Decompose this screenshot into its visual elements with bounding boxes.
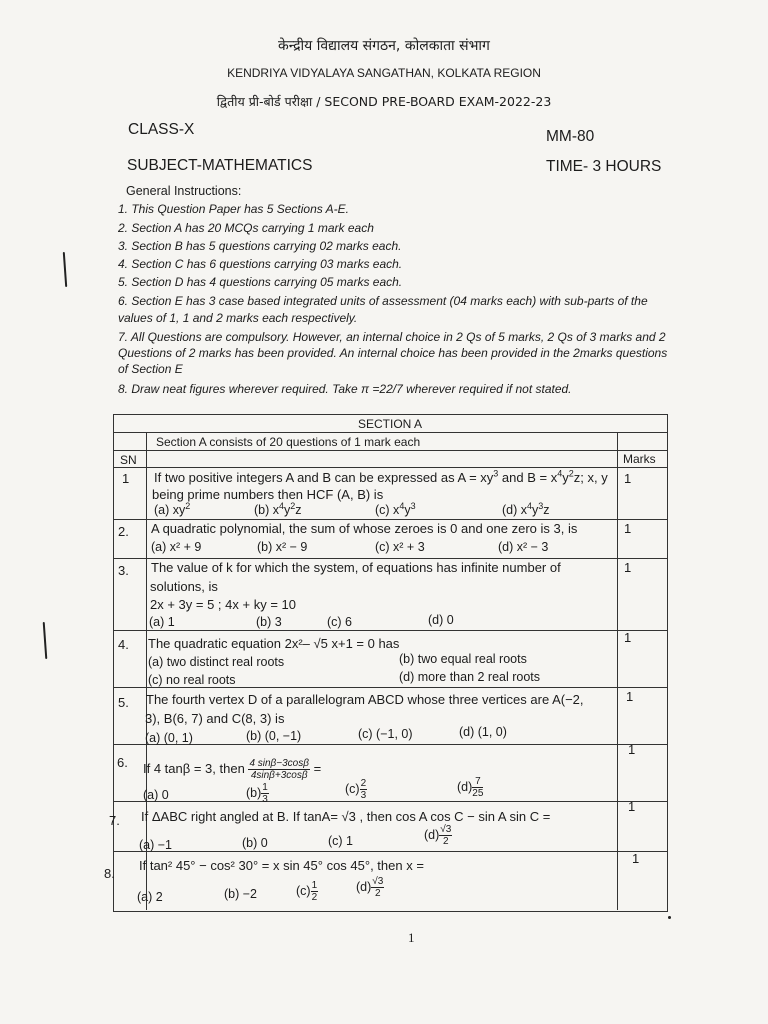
question-text: The quadratic equation 2x²– √5 x+1 = 0 has (148, 636, 400, 651)
option-d: (d) $\frac{√3}{2}$ (424, 824, 452, 847)
org-title: KENDRIYA VIDYALAYA SANGATHAN, KOLKATA REGION (227, 66, 541, 80)
class-label: CLASS-X (128, 121, 195, 138)
table-rule (113, 630, 667, 631)
question-number: 8. (104, 866, 115, 881)
option-a: (a) −1 (139, 838, 173, 852)
option-a: (a) $xy^2$ (154, 500, 191, 517)
table-rule (113, 558, 667, 559)
instruction-line: 3. Section B has 5 questions carrying 02 marks each. (118, 239, 402, 253)
instruction-line: 5. Section D has 4 questions carrying 05 marks each. (118, 275, 403, 289)
question-marks: 1 (626, 689, 634, 704)
question-marks: 1 (628, 799, 636, 814)
option-d: (d) $\frac{√3}{2}$ (356, 876, 384, 899)
instruction-line: Questions of 2 marks has been provided. An internal choice has been provided in the 2marks questions (118, 346, 668, 360)
option-b: (b) two equal real roots (399, 652, 527, 666)
question-marks: 1 (624, 521, 632, 536)
option-c: (c) 6 (327, 615, 352, 629)
option-b: (b) 0 (242, 836, 268, 850)
question-text: If two positive integers A and B can be expressed as $A = xy^3$ and $B = x^4y^2z$; x, y (154, 468, 608, 485)
option-c: (c) 1 (328, 834, 353, 848)
question-text: solutions, is (150, 579, 218, 594)
question-equations: 2x + 3y = 5 ; 4x + ky = 10 (150, 597, 296, 612)
option-b: (b) −2 (224, 887, 258, 901)
question-text: A quadratic polynomial, the sum of whose zeroes is 0 and one zero is 3, is (151, 521, 578, 536)
time-label: TIME- 3 HOURS (546, 158, 662, 175)
option-b: (b) $x^4y^2z$ (254, 500, 302, 517)
option-d: (d) $\frac{7}{25}$ (457, 776, 484, 799)
col-header-sn: SN (120, 453, 137, 467)
question-marks: 1 (624, 471, 632, 486)
question-text: If 4 tanβ = 3, then $\frac{4 \sin\beta-3\cos\beta}{4\sin\beta+3\cos\beta}$ = (143, 758, 322, 781)
table-rule (113, 432, 667, 433)
question-text: If tan² 45° − cos² 30° = x sin 45° cos 45°, then x = (139, 858, 424, 873)
subject-label: SUBJECT-MATHEMATICS (127, 157, 313, 174)
question-text: The fourth vertex D of a parallelogram ABCD whose three vertices are A(−2, (146, 692, 584, 707)
option-a: (a) 2 (137, 890, 163, 904)
option-b: (b) x² − 9 (257, 540, 308, 554)
instructions-title: General Instructions: (126, 184, 242, 198)
question-number: 3. (118, 563, 129, 578)
option-d: (d) x² − 3 (498, 540, 549, 554)
option-b: (b) (0, −1) (246, 729, 302, 743)
instruction-line: 2. Section A has 20 MCQs carrying 1 mark each (118, 221, 374, 235)
instruction-line: 6. Section E has 3 case based integrated units of assessment (04 marks each) with sub-parts of the (118, 294, 648, 308)
table-rule (113, 801, 667, 802)
question-number: 1 (122, 471, 130, 486)
table-rule (113, 851, 667, 852)
option-c: (c) (−1, 0) (358, 727, 413, 741)
exam-title: द्वितीय प्री-बोर्ड परीक्षा / SECOND PRE-BOARD EXAM-2022-23 (216, 94, 552, 109)
option-a: (a) x² + 9 (151, 540, 202, 554)
instruction-line: 4. Section C has 6 questions carrying 03 marks each. (118, 257, 403, 271)
option-a: (a) two distinct real roots (148, 655, 285, 669)
option-d: (d) 0 (428, 613, 454, 627)
margin-pen-mark (43, 622, 48, 659)
option-c: (c) x² + 3 (375, 540, 425, 554)
section-title: SECTION A (357, 417, 422, 431)
option-c: (c) $\frac{1}{2}$ (296, 880, 318, 903)
question-marks: 1 (628, 742, 636, 757)
hindi-org-title: केन्द्रीय विद्यालय संगठन, कोलकाता संभाग (278, 38, 490, 54)
option-a: (a) 0 (143, 788, 169, 802)
margin-pen-mark (63, 252, 67, 287)
table-rule (113, 744, 667, 745)
question-text: If ΔABC right angled at B. If tanA= √3 , then cos A cos C − sin A sin C = (141, 809, 551, 824)
question-number: 5. (118, 695, 129, 710)
scan-dot (668, 916, 671, 919)
option-c: (c) no real roots (148, 673, 236, 687)
table-rule (113, 687, 667, 688)
question-number: 6. (117, 755, 128, 770)
question-text: being prime numbers then HCF (A, B) is (152, 487, 384, 502)
instruction-line: values of 1, 1 and 2 marks each respectively. (118, 311, 358, 325)
table-rule (113, 450, 667, 451)
instruction-line: of Section E (118, 362, 183, 376)
option-b: (b) $\frac{1}{3}$ (246, 782, 268, 805)
option-a: (a) 1 (149, 615, 175, 629)
question-marks: 1 (624, 630, 632, 645)
question-marks: 1 (632, 851, 640, 866)
table-rule (113, 467, 667, 468)
option-c: (c) $\frac{2}{3}$ (345, 778, 367, 801)
question-number: 7. (109, 813, 120, 828)
question-number: 2. (118, 524, 129, 539)
option-b: (b) 3 (256, 615, 282, 629)
option-a: (a) (0, 1) (145, 731, 193, 745)
instruction-line: 7. All Questions are compulsory. However, an internal choice in 2 Qs of 5 marks, 2 Qs of 3 marks and 2 (118, 330, 666, 344)
option-d: (d) (1, 0) (459, 725, 507, 739)
question-text: The value of k for which the system, of equations has infinite number of (151, 560, 561, 575)
max-marks: MM-80 (546, 128, 595, 145)
table-rule (113, 519, 667, 520)
table-col-rule (617, 432, 618, 910)
question-text: 3), B(6, 7) and C(8, 3) is (145, 711, 285, 726)
option-d: (d) $x^4y^3z$ (502, 500, 550, 517)
instruction-line: 1. This Question Paper has 5 Sections A-E. (118, 202, 350, 216)
option-d: (d) more than 2 real roots (399, 670, 541, 684)
col-header-marks: Marks (623, 452, 656, 466)
question-number: 4. (118, 637, 129, 652)
page-number: 1 (408, 930, 415, 945)
option-c: (c) $x^4y^3$ (375, 500, 416, 517)
instruction-line: 8. Draw neat figures wherever required. Take π =22/7 wherever required if not stated. (118, 382, 572, 396)
section-subtitle: Section A consists of 20 questions of 1 mark each (156, 435, 421, 449)
question-marks: 1 (624, 560, 632, 575)
